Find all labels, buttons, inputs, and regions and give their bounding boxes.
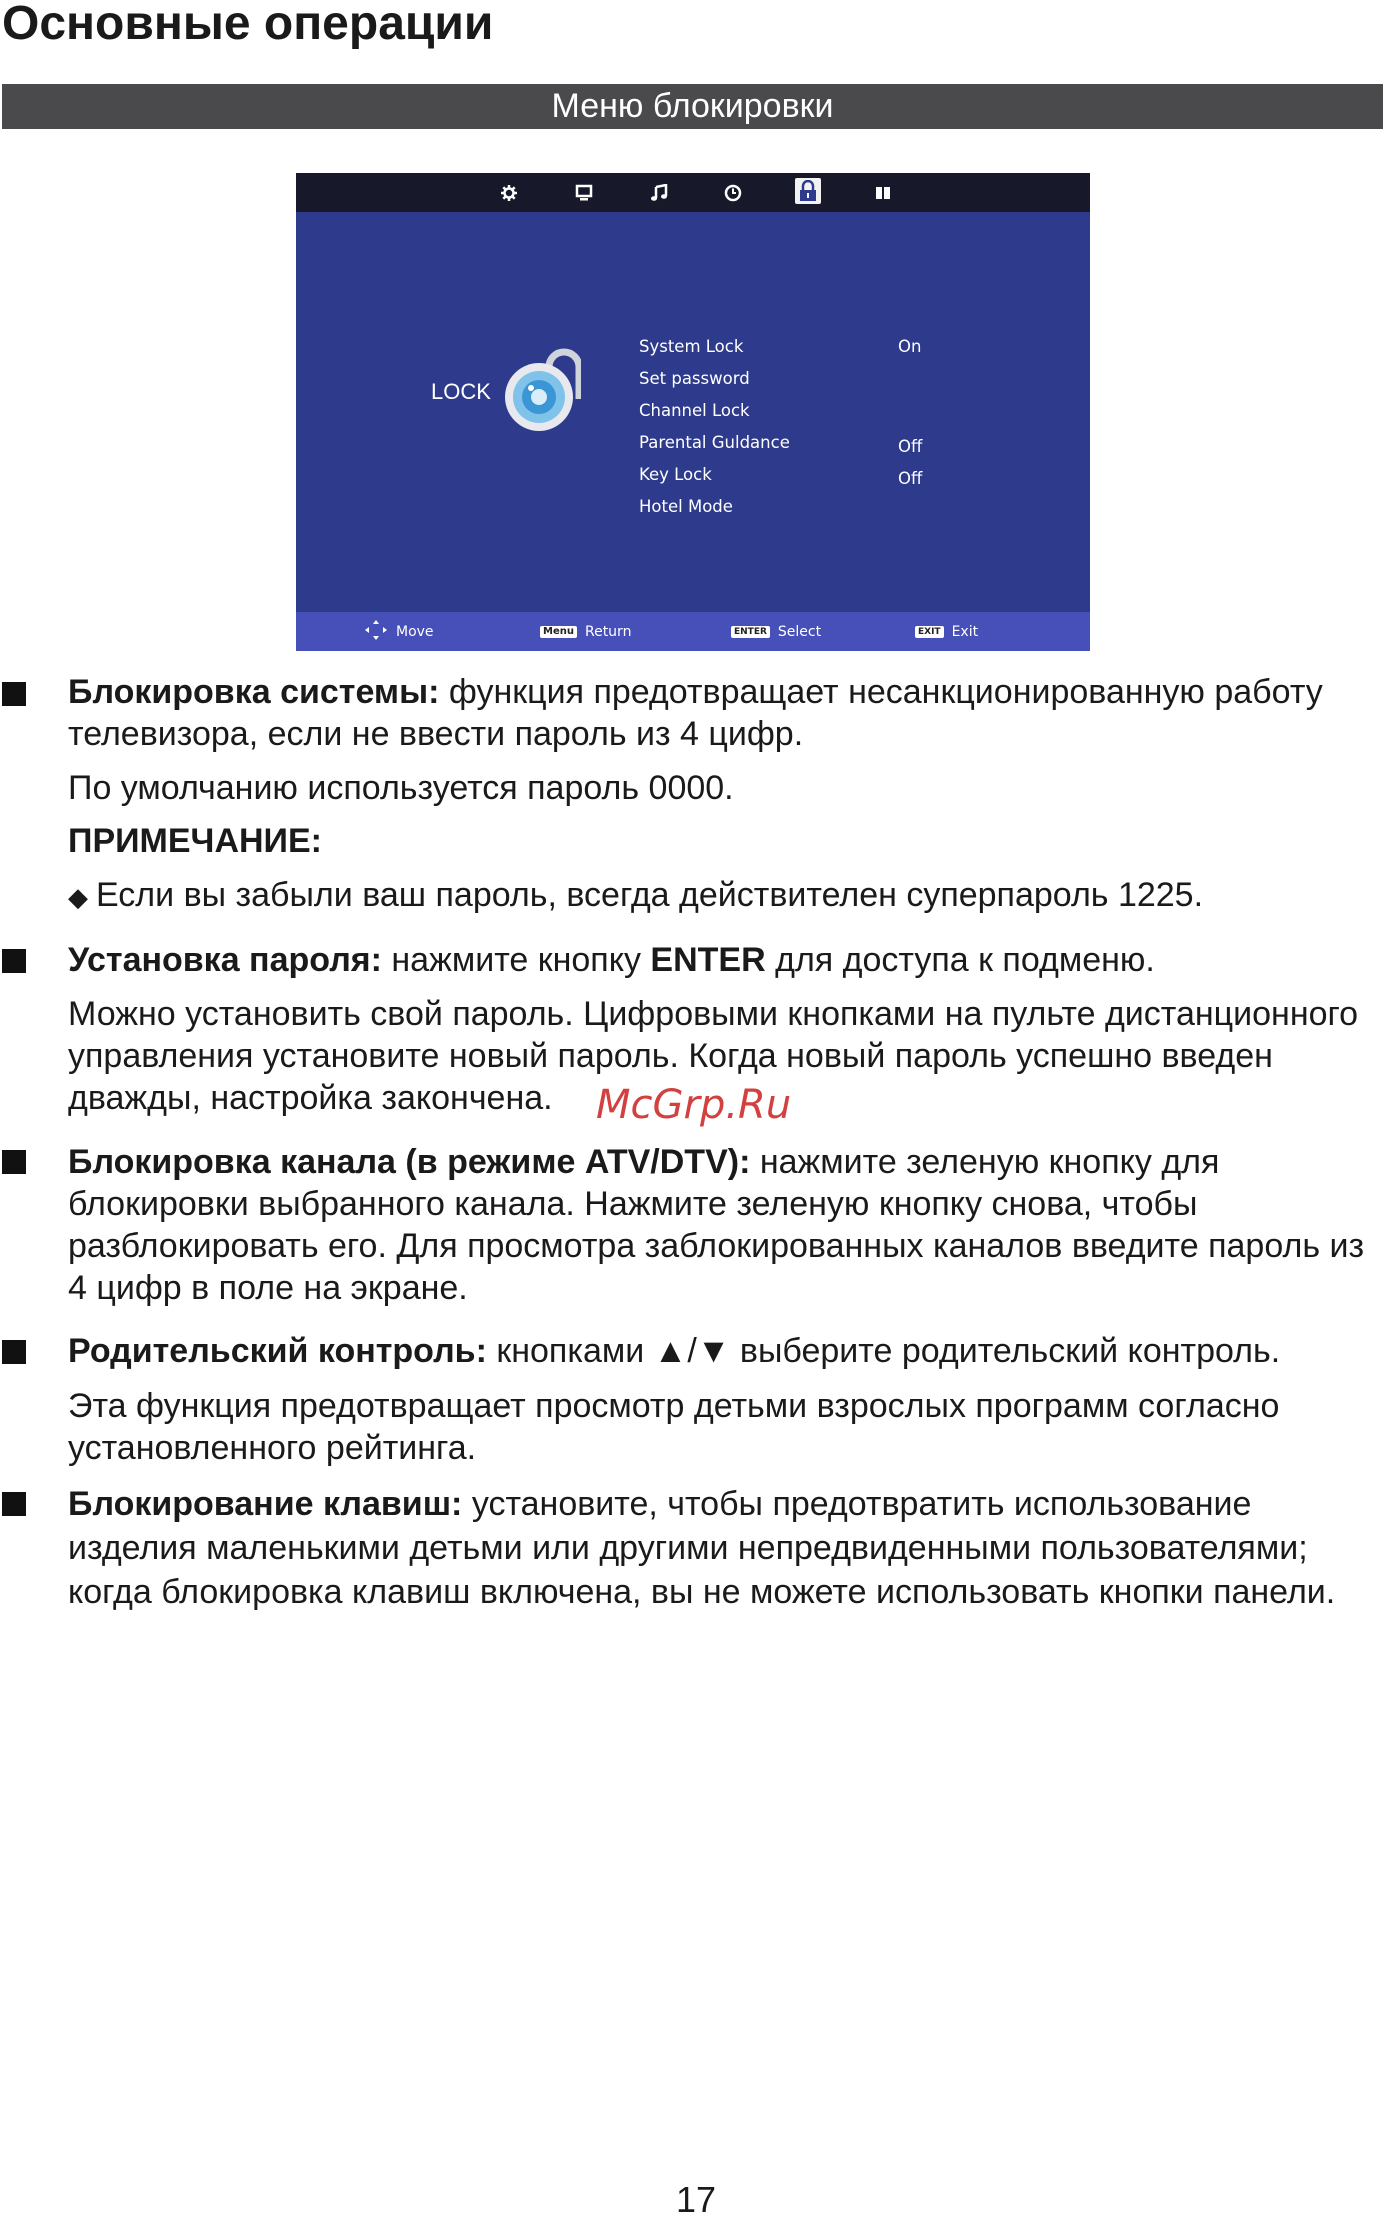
note-title: ПРИМЕЧАНИЕ: <box>68 822 322 860</box>
menu-key: Menu <box>540 626 577 638</box>
watermark: McGrp.Ru <box>596 1082 792 1128</box>
tv-hint-bar <box>296 612 1090 651</box>
hint-label: Return <box>584 623 632 640</box>
term: Блокирование клавиш: <box>68 1485 463 1523</box>
clock-icon <box>720 182 746 204</box>
key-lock-paragraph <box>68 1482 1378 1614</box>
term: Блокировка канала (в режиме ATV/DTV): <box>68 1143 751 1181</box>
term: Блокировка системы: <box>68 673 440 711</box>
channel-lock-paragraph <box>68 1141 1378 1309</box>
note-item <box>68 874 1378 918</box>
description: кнопками ▲/▼ выберите родительский контроль. <box>486 1332 1281 1370</box>
menu-item-channel-lock[interactable]: Channel Lock <box>639 401 750 420</box>
enter-key: ENTER <box>731 626 770 638</box>
exit-key: EXIT <box>915 626 944 638</box>
parental-detail: Эта функция предотвращает просмотр детьми взрослых программ согласно установленного рейтинга. <box>68 1387 1280 1467</box>
hint-label: Select <box>777 623 822 640</box>
lock-label: LOCK <box>431 379 491 404</box>
menu-item-system-lock[interactable]: System Lock <box>639 337 744 356</box>
bullet-square <box>2 949 26 973</box>
set-password-paragraph <box>68 939 1378 981</box>
menu-item-parental-guidance[interactable]: Parental Guldance <box>639 433 790 452</box>
lock-icon <box>795 178 821 204</box>
description: функция предотвращает несанкционированную работу телевизора, если не ввести пароль из 4 цифр. <box>68 673 1323 753</box>
bullet-square <box>2 1492 26 1516</box>
default-password-text: По умолчанию используется пароль 0000. <box>68 769 734 807</box>
grid-icon <box>870 182 896 204</box>
hint-label: Move <box>396 623 434 640</box>
hint-exit <box>915 612 978 651</box>
parental-paragraph <box>68 1330 1378 1372</box>
monitor-icon <box>571 182 597 204</box>
enter-key-text: ENTER <box>650 941 766 979</box>
tv-lock-menu-screenshot <box>296 173 1090 651</box>
set-password-detail: Можно установить свой пароль. Цифровыми кнопками на пульте дистанционного управления установите новый пароль. Когда новый пароль успешно введен дважды, настройка закончена. <box>68 995 1359 1117</box>
page-number: 17 <box>676 2179 717 2220</box>
hint-select <box>731 612 821 651</box>
padlock-graphic-icon <box>501 339 581 437</box>
hint-return <box>540 612 631 651</box>
note-text: Если вы забыли ваш пароль, всегда действителен суперпароль 1225. <box>96 876 1204 914</box>
arrows-icon <box>364 619 388 645</box>
hint-label: Exit <box>951 623 979 640</box>
description: для доступа к подменю. <box>765 941 1155 979</box>
menu-value-parental-guidance: Off <box>898 437 923 456</box>
description: нажмите кнопку <box>381 941 651 979</box>
bullet-square <box>2 1340 26 1364</box>
music-icon <box>646 182 672 204</box>
hint-move <box>364 612 434 651</box>
tv-tab-bar <box>296 173 1090 212</box>
diamond-bullet-icon: ◆ <box>68 882 88 912</box>
bullet-square <box>2 1150 26 1174</box>
term: Родительский контроль: <box>68 1332 487 1370</box>
term: Установка пароля: <box>68 941 382 979</box>
menu-value-key-lock: Off <box>898 469 923 488</box>
menu-item-hotel-mode[interactable]: Hotel Mode <box>639 497 733 516</box>
description: нажмите зеленую кнопку для блокировки выбранного канала. Нажмите зеленую кнопку снова, чтобы разблокировать его. Для просмотра заблокированных каналов введите пароль из 4 цифр в поле на экране. <box>68 1143 1365 1307</box>
description: установите, чтобы предотвратить использование изделия маленькими детьми или другими непредвиденными пользователями; когда блокировка клавиш включена, вы не можете использовать кнопки панели. <box>68 1485 1336 1611</box>
section-header: Меню блокировки <box>2 84 1383 129</box>
gear-icon <box>496 182 522 204</box>
menu-item-key-lock[interactable]: Key Lock <box>639 465 712 484</box>
page-title: Основные операции <box>2 0 494 50</box>
bullet-square <box>2 682 26 706</box>
menu-value-system-lock: On <box>898 337 922 356</box>
system-lock-paragraph <box>68 671 1378 755</box>
menu-item-set-password[interactable]: Set password <box>639 369 750 388</box>
